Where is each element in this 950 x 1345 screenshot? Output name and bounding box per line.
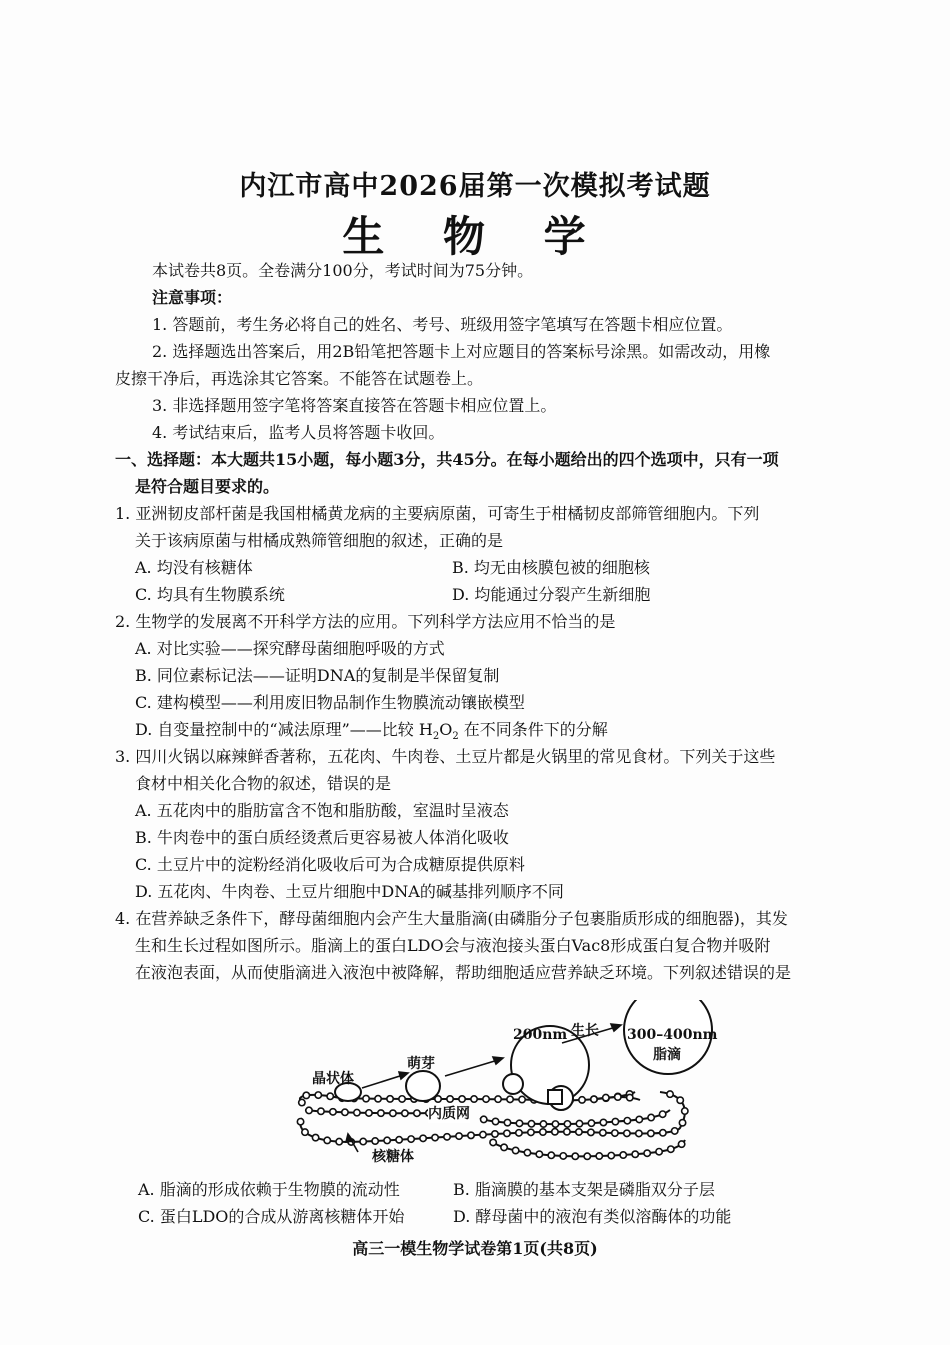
q2-option-a: A. 对比实验——探究酵母菌细胞呼吸的方式 [135,639,445,658]
ribosome-bead [620,1152,626,1158]
ribosome-bead [399,1096,405,1102]
ribosome-bead [414,1110,420,1116]
ribosome-bead [420,1135,426,1141]
notes-heading: 注意事项： [152,288,233,307]
ribosome-bead [299,1099,305,1105]
section-heading: 是符合题目要求的。 [135,477,280,496]
note-item: 2. 选择题选出答案后，用2B铅笔把答题卡上对应题目的答案标号涂黑。如需改动，用橡 [152,342,771,361]
ribosome-bead [512,1147,518,1153]
q4-option-c: C. 蛋白LDO的合成从游离核糖体开始 [138,1207,405,1226]
ribosome-bead [677,1097,683,1103]
ribosome-bead [504,1130,510,1136]
ribosome-bead [564,1121,570,1127]
ribosome-bead [584,1153,590,1159]
ribosome-bead [608,1152,614,1158]
ribosome-bead [528,1129,534,1135]
subscript: 2 [452,731,459,743]
q4-stem: 4. 在营养缺乏条件下，酵母菌细胞内会产生大量脂滴(由磷脂分子包裹脂质形成的细胞器)，其发 [115,909,788,928]
q3-option-a: A. 五花肉中的脂肪富含不饱和脂肪酸，室温时呈液态 [135,801,509,820]
ribosome-bead [306,1107,312,1113]
subscript: 2 [432,731,440,743]
section-heading: 一、选择题：本大题共15小题，每小题3分，共45分。在每小题给出的四个选项中，只有一项 [115,450,779,469]
subject-title: 生 物 学 [342,212,608,261]
q2-option-b: B. 同位素标记法——证明DNA的复制是半保留复制 [135,666,500,685]
ribosome-bead [372,1138,378,1144]
ribosome-bead [315,1092,321,1098]
q3-option-b: B. 牛肉卷中的蛋白质经烫煮后更容易被人体消化吸收 [135,828,509,847]
ribosome-bead [644,1150,650,1156]
ribosome-bead [303,1092,309,1098]
ribosome-bead [375,1096,381,1102]
ribosome-bead [480,1131,486,1137]
ribosome-bead [540,1121,546,1127]
q3-stem: 食材中相关化合物的叙述，错误的是 [135,774,392,793]
label-lipid-droplet: 脂滴 [653,1047,681,1063]
q1-stem: 关于该病原菌与柑橘成熟筛管细胞的叙述，正确的是 [135,531,504,550]
ribosome-bead [297,1119,303,1125]
ribosome-bead [600,1130,606,1136]
ribosome-bead [495,1096,501,1102]
ribosome-bead [490,1139,496,1145]
ribosome-bead [667,1091,673,1097]
label-200nm: 200nm [513,1027,568,1043]
label-er: 内质网 [428,1103,470,1123]
ribosome-bead [659,1111,665,1117]
ribosome-bead [312,1134,318,1140]
ribosome-bead [481,1116,487,1122]
ribosome-bead [591,1096,597,1102]
ribosome-bead [324,1137,330,1143]
ribosome-bead [660,1130,666,1136]
ribosome-bead [540,1129,546,1135]
note-item: 3. 非选择题用签字笔将答案直接答在答题卡相应位置上。 [152,396,557,415]
note-item: 皮擦干净后，再选涂其它答案。不能答在试题卷上。 [115,369,484,388]
ribosome-bead [603,1094,609,1100]
intro-text: 本试卷共8页。全卷满分100分，考试时间为75分钟。 [152,261,534,280]
ribosome-bead [396,1137,402,1143]
ribosome-bead [560,1153,566,1159]
page-footer: 高三一模生物学试卷第1页(共8页) [352,1239,598,1258]
ribosome-bead [342,1109,348,1115]
ribosome-bead [354,1109,360,1115]
ribosome-bead [330,1109,336,1115]
ribosome-bead [636,1130,642,1136]
ribosome-bead [656,1149,662,1155]
q4-stem: 生和生长过程如图所示。脂滴上的蛋白LDO会与液泡接头蛋白Vac8形成蛋白复合物并吸附 [135,936,771,955]
ribosome-bead [524,1149,530,1155]
label-bud: 萌芽 [407,1056,435,1072]
q1-option-a: A. 均没有核糖体 [135,558,253,577]
ribosome-bead [536,1151,542,1157]
ribosome-bead [402,1110,408,1116]
ribosome-bead [579,1097,585,1103]
ribosome-bead [507,1096,513,1102]
q1-option-b: B. 均无由核膜包被的细胞核 [452,558,650,577]
ribosome-bead [384,1137,390,1143]
ribosome-bead [678,1141,684,1147]
ribosome-bead [576,1120,582,1126]
ribosome-bead [672,1128,678,1134]
ribosome-bead [336,1138,342,1144]
ribosome-bead [682,1108,688,1114]
ribosome-bead [492,1131,498,1137]
label-300-400nm: 300–400nm [627,1027,718,1043]
exam-body [115,257,840,986]
label-ribosome: 核糖体 [372,1149,414,1165]
q4-option-a: A. 脂滴的形成依赖于生物膜的流动性 [138,1180,400,1199]
ribosome-bead [378,1110,384,1116]
ribosome-bead [548,1152,554,1158]
ribosome-bead [564,1129,570,1135]
ribosome-bead [501,1144,507,1150]
q1-stem: 1. 亚洲韧皮部杆菌是我国柑橘黄龙病的主要病原菌，可寄生于柑橘韧皮部筛管细胞内。下列 [115,504,760,523]
ribosome-bead [679,1120,685,1126]
label-growth: 生长 [571,1023,599,1039]
ribosome-bead [612,1130,618,1136]
ribosome-bead [302,1129,308,1135]
q1-option-c: C. 均具有生物膜系统 [135,585,285,604]
ribosome-bead [366,1110,372,1116]
ribosome-bead [624,1118,630,1124]
ribosome-bead [519,1096,525,1102]
ribosome-bead [390,1110,396,1116]
ribosome-bead [632,1151,638,1157]
ribosome-bead [408,1136,414,1142]
q2-option-d: D. 自变量控制中的“减法原理”——比较 $H_2O_2$ 在不同条件下的分解 [135,720,608,743]
ribosome-bead [516,1130,522,1136]
ribosome-bead [444,1134,450,1140]
ribosome-bead [456,1133,462,1139]
note-item: 1. 答题前，考生务必将自己的姓名、考号、班级用签字笔填写在答题卡相应位置。 [152,315,733,334]
ribosome-bead [668,1146,674,1152]
ribosome-bead [447,1096,453,1102]
q4-options [138,1176,731,1230]
ribosome-bead [572,1153,578,1159]
q2-option-c: C. 建构模型——利用废旧物品制作生物膜流动镶嵌模型 [135,693,525,712]
q4-option-b: B. 脂滴膜的基本支架是磷脂双分子层 [453,1180,715,1199]
q1-option-d: D. 均能通过分裂产生新细胞 [452,585,651,604]
q3-option-d: D. 五花肉、牛肉卷、土豆片细胞中DNA的碱基排列顺序不同 [135,882,564,901]
ribosome-bead [615,1094,621,1100]
q3-stem: 3. 四川火锅以麻辣鲜香著称，五花肉、牛肉卷、土豆片都是火锅里的常见食材。下列关于这些 [115,747,776,766]
ribosome-bead [318,1108,324,1114]
ribosome-bead [636,1116,642,1122]
ribosome-bead [588,1129,594,1135]
q3-option-c: C. 土豆片中的淀粉经消化吸收后可为合成糖原提供原料 [135,855,525,874]
ribosome-bead [492,1118,498,1124]
ribosome-bead [648,1130,654,1136]
ribosome-bead [600,1119,606,1125]
ribosome-bead [596,1153,602,1159]
ribosome-bead [588,1120,594,1126]
label-crystal: 晶状体 [312,1071,354,1087]
ribosome-bead [471,1096,477,1102]
ribosome-bead [459,1096,465,1102]
q2-stem: 2. 生物学的发展离不开科学方法的应用。下列科学方法应用不恰当的是 [115,612,616,631]
ribosome-bead [624,1130,630,1136]
ribosome-bead [516,1120,522,1126]
ribosome-bead [627,1094,633,1100]
exam-title: 内江市高中2026届第一次模拟考试题 [239,171,711,202]
ribosome-bead [612,1118,618,1124]
q4-option-d: D. 酵母菌中的液泡有类似溶酶体的功能 [453,1207,732,1226]
q4-stem: 在液泡表面，从而使脂滴进入液泡中被降解，帮助细胞适应营养缺乏环境。下列叙述错误的是 [135,963,792,982]
ribosome-bead [387,1096,393,1102]
ribosome-bead [648,1114,654,1120]
ribosome-bead [468,1132,474,1138]
ribosome-bead [432,1134,438,1140]
ribosome-bead [552,1121,558,1127]
ribosome-bead [552,1129,558,1135]
lipid-droplet-diagram [280,1000,720,1180]
ribosome-bead [363,1095,369,1101]
ribosome-bead [327,1093,333,1099]
note-item: 4. 考试结束后，监考人员将答题卡收回。 [152,423,445,442]
ribosome-bead [576,1129,582,1135]
ribosome-bead [360,1138,366,1144]
q2-option-d-text: D. 自变量控制中的“减法原理”——比较 H [135,720,433,739]
ribosome-bead [504,1119,510,1125]
q2-option-d-text: 在不同条件下的分解 [458,720,608,739]
ribosome-bead [483,1096,489,1102]
ribosome-bead [528,1121,534,1127]
